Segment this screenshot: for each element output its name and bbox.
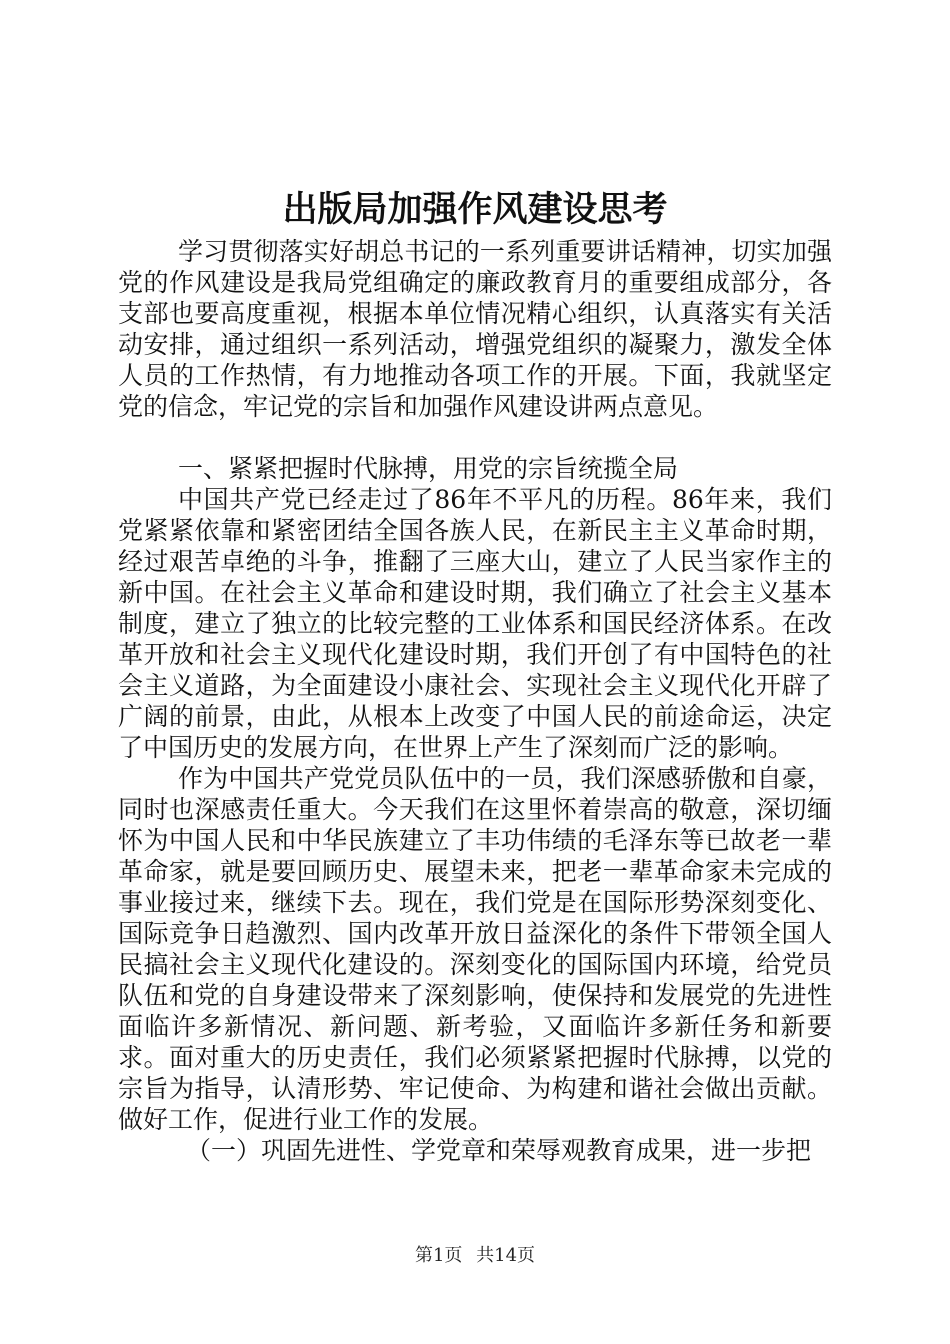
page-number-total: 共14页 (476, 1245, 536, 1266)
paragraph-intro: 学习贯彻落实好胡总书记的一系列重要讲话精神，切实加强党的作风建设是我局党组确定的廉政教育月的重要组成部分，各支部也要高度重视，根据本单位情况精心组织，认真落实有关活动安排，通过组织一系列活动，增强党组织的凝聚力，激发全体人员的工作热情，有力地推动各项工作的开展。下面，我就坚定党的信念，牢记党的宗旨和加强作风建设讲两点意见。 (118, 237, 832, 421)
paragraph-responsibility: 作为中国共产党党员队伍中的一员，我们深感骄傲和自豪，同时也深感责任重大。今天我们在这里怀着崇高的敬意，深切缅怀为中国人民和中华民族建立了丰功伟绩的毛泽东等已故老一辈革命家，就是要回顾历史、展望未来，把老一辈革命家未完成的事业接过来，继续下去。现在，我们党是在国际形势深刻变化、国际竞争日趋激烈、国内改革开放日益深化的条件下带领全国人民搞社会主义现代化建设的。深刻变化的国际国内环境，给党员队伍和党的自身建设带来了深刻影响，使保持和发展党的先进性面临许多新情况、新问题、新考验，又面临许多新任务和新要求。面对重大的历史责任，我们必须紧紧把握时代脉搏，以党的宗旨为指导，认清形势、牢记使命、为构建和谐社会做出贡献。做好工作，促进行业工作的发展。 (118, 764, 832, 1134)
document-title: 出版局加强作风建设思考 (282, 189, 668, 230)
page-number-current: 第1页 (414, 1245, 463, 1266)
document-body (118, 236, 832, 1166)
section-heading-1: 一、紧紧把握时代脉搏，用党的宗旨统揽全局 (178, 454, 679, 483)
page-footer (0, 1244, 950, 1268)
paragraph-history: 中国共产党已经走过了86年不平凡的历程。86年来，我们党紧紧依靠和紧密团结全国各族人民，在新民主主义革命时期，经过艰苦卓绝的斗争，推翻了三座大山，建立了人民当家作主的新中国。在社会主义革命和建设时期，我们确立了社会主义基本制度，建立了独立的比较完整的工业体系和国民经济体系。在改革开放和社会主义现代化建设时期，我们开创了有中国特色的社会主义道路，为全面建设小康社会、实现社会主义现代化开辟了广阔的前景，由此，从根本上改变了中国人民的前途命运，决定了中国历史的发展方向，在世界上产生了深刻而广泛的影响。 (118, 485, 832, 762)
subsection-heading-1: （一）巩固先进性、学党章和荣辱观教育成果，进一步把 (186, 1136, 812, 1165)
